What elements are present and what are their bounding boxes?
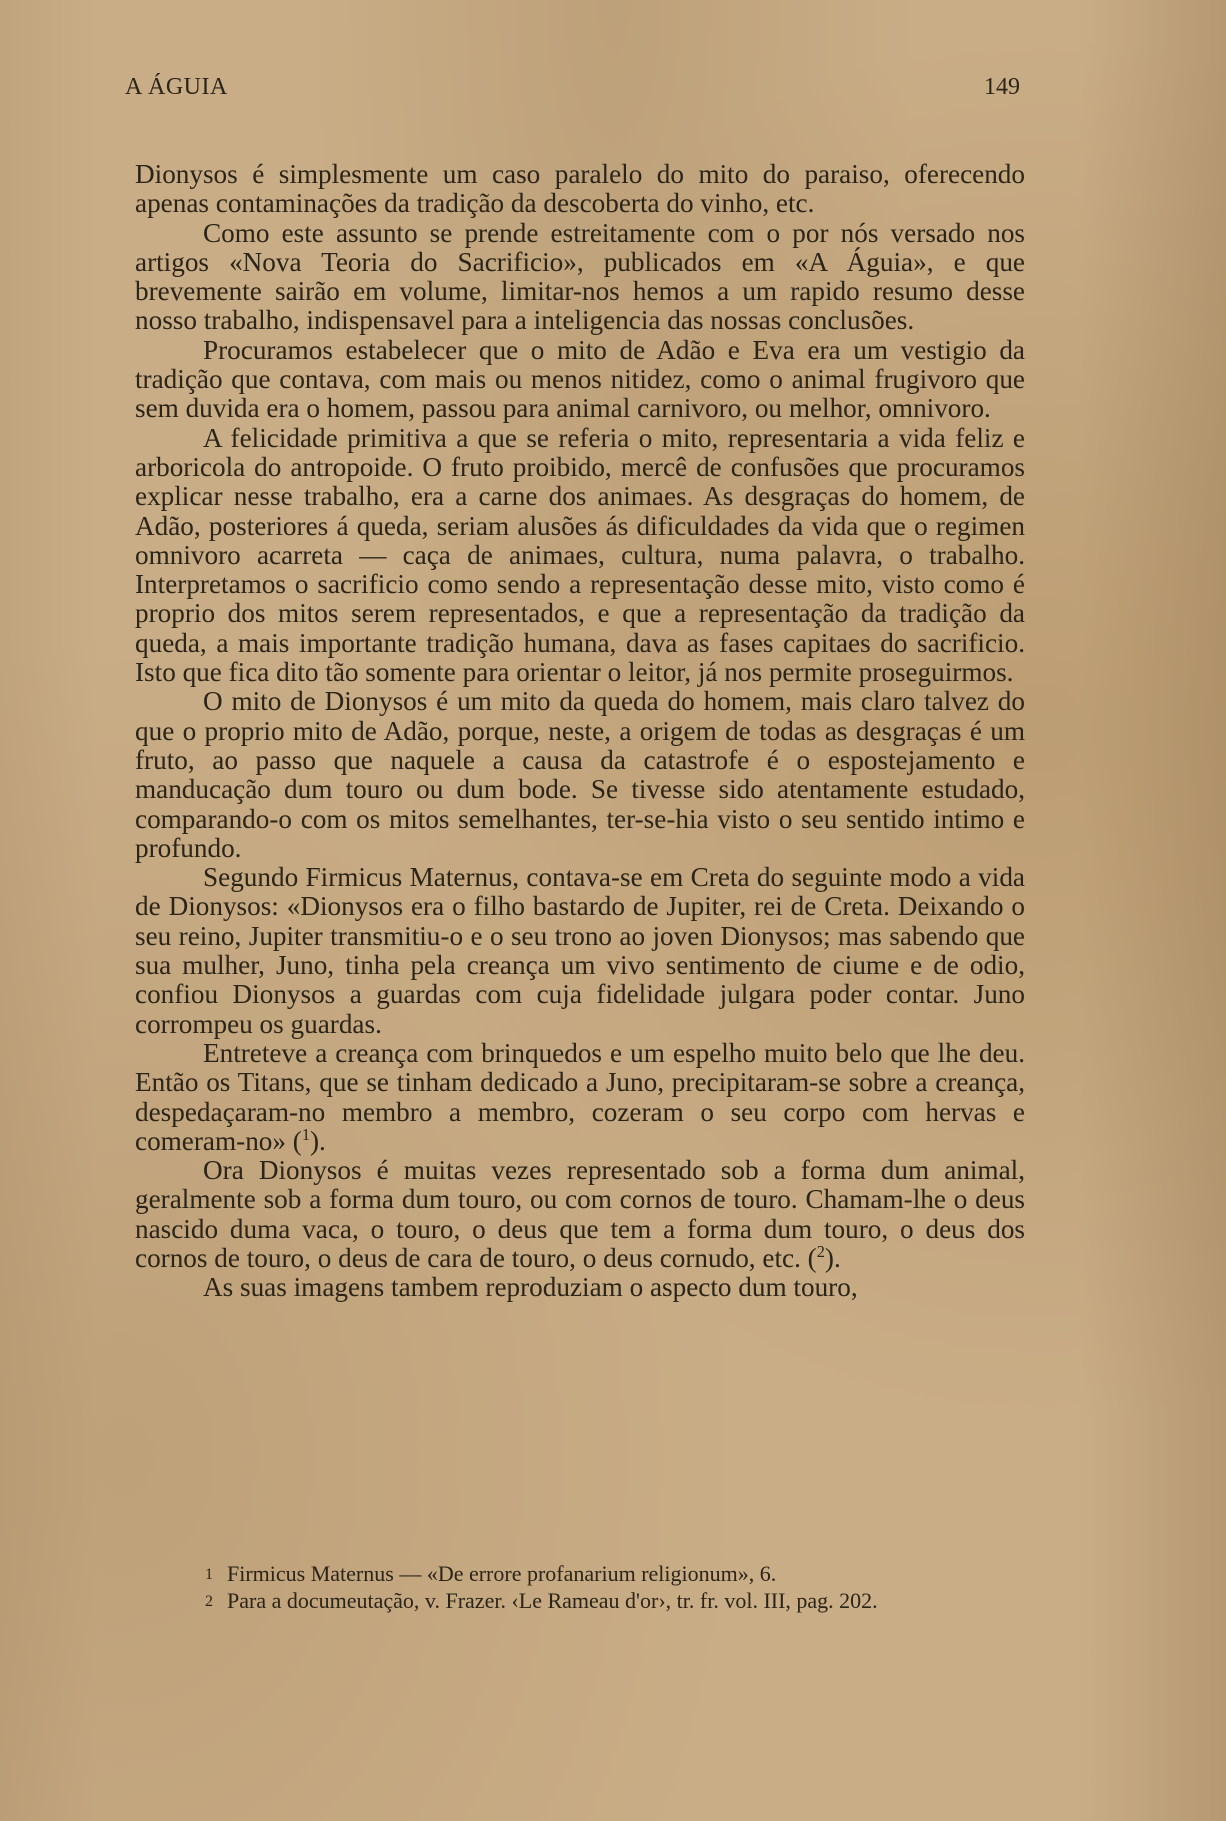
paragraph-text: Dionysos é simplesmente um caso paralelo do mito do paraiso, oferecendo apenas contaminações da tradição da descoberta do vinho, etc. (135, 159, 1025, 219)
paragraph-text: Procuramos estabelecer que o mito de Adão e Eva era um vestigio da tradição que contava, com mais ou menos nitidez, como o animal frugivoro que sem duvida era o homem, passou para animal carnivoro, ou melhor, omnivoro. (135, 334, 1025, 424)
paragraph-text-end: ). (310, 1125, 326, 1156)
paragraph-text: As suas imagens tambem reproduziam o aspecto dum touro, (203, 1272, 858, 1303)
page-number: 149 (984, 74, 1020, 100)
paragraph-7 (135, 1039, 1025, 1156)
footnote-1 (205, 1561, 1025, 1588)
footnotes (205, 1561, 1025, 1615)
paragraph-8 (135, 1156, 1025, 1273)
paragraph-text: Entreteve a creança com brinquedos e um espelho muito belo que lhe deu. Então os Titans, que se tinham dedicado a Juno, precipitaram-se sobre a creança, despedaçaram-no membro a membro, cozeram o seu corpo com hervas e comeram-no» ( (135, 1037, 1025, 1156)
paragraph-1 (135, 160, 1025, 219)
footnote-2 (205, 1588, 1025, 1615)
paragraph-9 (135, 1273, 1025, 1302)
paragraph-5 (135, 687, 1025, 863)
paragraph-text: Como este assunto se prende estreitamente com o por nós versado nos artigos «Nova Teoria do Sacrificio», publicados em «A Águia», e que brevemente sairão em volume, limitar-nos hemos a um rapido resumo desse nosso trabalho, indispensavel para a inteligencia das nossas conclusões. (135, 217, 1025, 336)
paragraph-text: A felicidade primitiva a que se referia o mito, representaria a vida feliz e arboricola do antropoide. O fruto proibido, mercê de confusões que procuramos explicar nesse trabalho, era a carne dos animaes. As desgraças do homem, de Adão, posteriores á queda, seriam alusões ás dificuldades da vida que o regimen omnivoro acarreta — caça de animaes, cultura, numa palavra, o trabalho. Interpretamos o sacrificio como sendo a representação desse mito, visto como é proprio dos mitos serem representados, e que a representação da tradição da queda, a mais importante tradição humana, dava as fases capitaes do sacrificio. Isto que fica dito tão somente para orientar o leitor, já nos permite proseguirmos. (135, 422, 1025, 688)
paragraph-text: O mito de Dionysos é um mito da queda do homem, mais claro talvez do que o proprio mito de Adão, porque, neste, a origem de todas as desgraças é um fruto, ao passo que naquele a causa da catastrofe é o espostejamento e manducação dum touro ou dum bode. Se tivesse sido atentamente estudado, comparando-o com os mitos semelhantes, ter-se-hia visto o seu sentido intimo e profundo. (135, 686, 1025, 863)
footnote-ref-2: 2 (816, 1241, 825, 1261)
paragraph-3 (135, 336, 1025, 424)
running-head (125, 74, 1020, 108)
paragraph-text: Segundo Firmicus Maternus, contava-se em Creta do seguinte modo a vida de Dionysos: «Dionysos era o filho bastardo de Jupiter, rei de Creta. Deixando o seu reino, Jupiter transmitiu-o e o seu trono ao joven Dionysos; mas sabendo que sua mulher, Juno, tinha pela creança um vivo sentimento de ciume e de odio, confiou Dionysos a guardas com cuja fidelidade julgara poder contar. Juno corrompeu os guardas. (135, 862, 1025, 1039)
paragraph-4 (135, 424, 1025, 688)
paragraph-text-end: ). (824, 1242, 841, 1273)
footnote-mark: 1 (205, 1566, 213, 1583)
footnote-text: Para a documeutação, v. Frazer. ‹Le Rameau d'or›, tr. fr. vol. III, pag. 202. (227, 1588, 878, 1613)
body-text (135, 160, 1025, 1303)
footnote-mark: 2 (205, 1593, 213, 1610)
footnote-ref-1: 1 (301, 1124, 310, 1144)
paragraph-2 (135, 219, 1025, 336)
paragraph-6 (135, 863, 1025, 1039)
paragraph-text: Ora Dionysos é muitas vezes representado sob a forma dum animal, geralmente sob a forma dum touro, ou com cornos de touro. Chamam-lhe o deus nascido duma vaca, o touro, o deus que tem a forma dum touro, o deus dos cornos de touro, o deus de cara de touro, o deus cornudo, etc. ( (135, 1155, 1025, 1273)
running-title: A ÁGUIA (125, 74, 228, 100)
footnote-text: Firmicus Maternus — «De errore profanarium religionum», 6. (227, 1561, 777, 1586)
